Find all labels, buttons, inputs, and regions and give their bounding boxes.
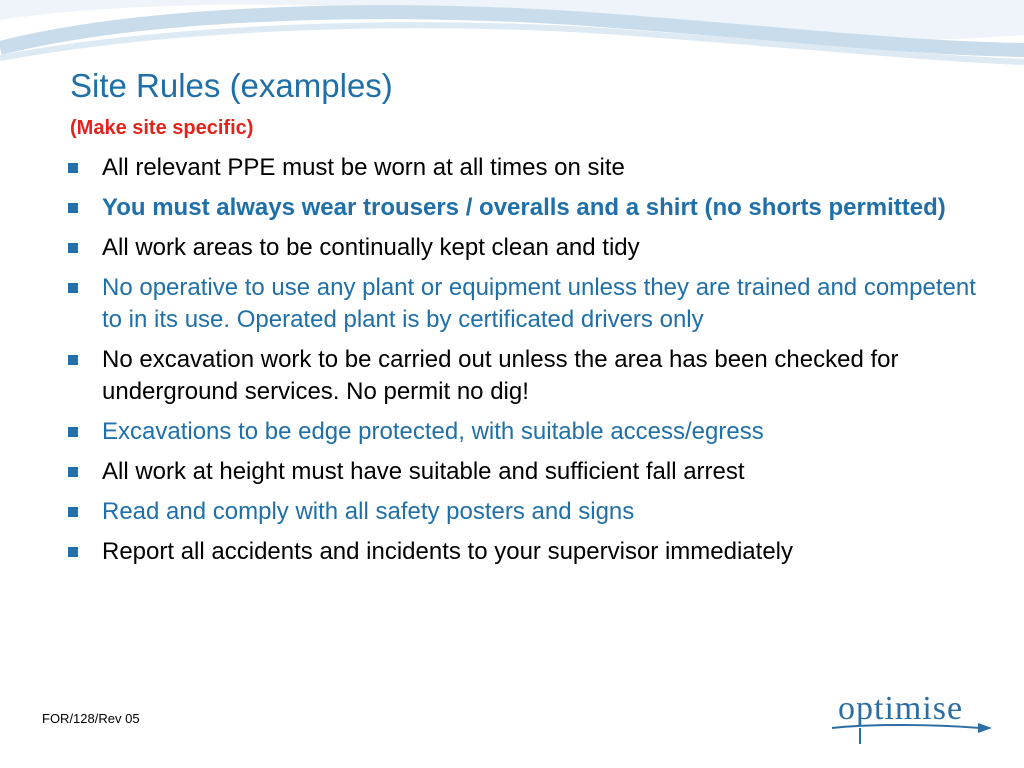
- slide-title: Site Rules (examples): [70, 67, 393, 104]
- logo-text: optimise: [838, 690, 964, 727]
- square-bullet-icon: [68, 163, 78, 173]
- rule-item: [64, 232, 984, 264]
- rule-item: [64, 344, 984, 408]
- square-bullet-icon: [68, 283, 78, 293]
- rule-item: [64, 536, 984, 568]
- rule-text: Read and comply with all safety posters and signs: [102, 498, 635, 525]
- rule-text: All relevant PPE must be worn at all times on site: [102, 154, 625, 181]
- rule-item: [64, 152, 984, 184]
- rule-text: No excavation work to be carried out unless the area has been checked for underground services. No permit no dig!: [102, 346, 899, 405]
- arrow-right-icon: [830, 722, 1000, 746]
- rule-text: All work areas to be continually kept clean and tidy: [102, 234, 640, 261]
- rules-list: [64, 152, 984, 576]
- square-bullet-icon: [68, 547, 78, 557]
- square-bullet-icon: [68, 203, 78, 213]
- square-bullet-icon: [68, 427, 78, 437]
- rule-item: [64, 416, 984, 448]
- square-bullet-icon: [68, 467, 78, 477]
- rule-item: [64, 192, 984, 224]
- document-reference: FOR/128/Rev 05: [42, 711, 140, 726]
- rule-text: Report all accidents and incidents to your supervisor immediately: [102, 538, 793, 565]
- square-bullet-icon: [68, 243, 78, 253]
- rule-text: Excavations to be edge protected, with suitable access/egress: [102, 418, 764, 445]
- rule-item: [64, 272, 984, 336]
- square-bullet-icon: [68, 507, 78, 517]
- rule-item: [64, 456, 984, 488]
- rule-text: No operative to use any plant or equipment unless they are trained and competent to in its use. Operated plant is by certificated drivers only: [102, 274, 976, 333]
- slide-subtitle: (Make site specific): [70, 117, 254, 139]
- rule-text: All work at height must have suitable and sufficient fall arrest: [102, 458, 745, 485]
- optimise-logo: [830, 690, 1000, 750]
- rule-text: You must always wear trousers / overalls and a shirt (no shorts permitted): [102, 194, 946, 221]
- square-bullet-icon: [68, 355, 78, 365]
- rule-item: [64, 496, 984, 528]
